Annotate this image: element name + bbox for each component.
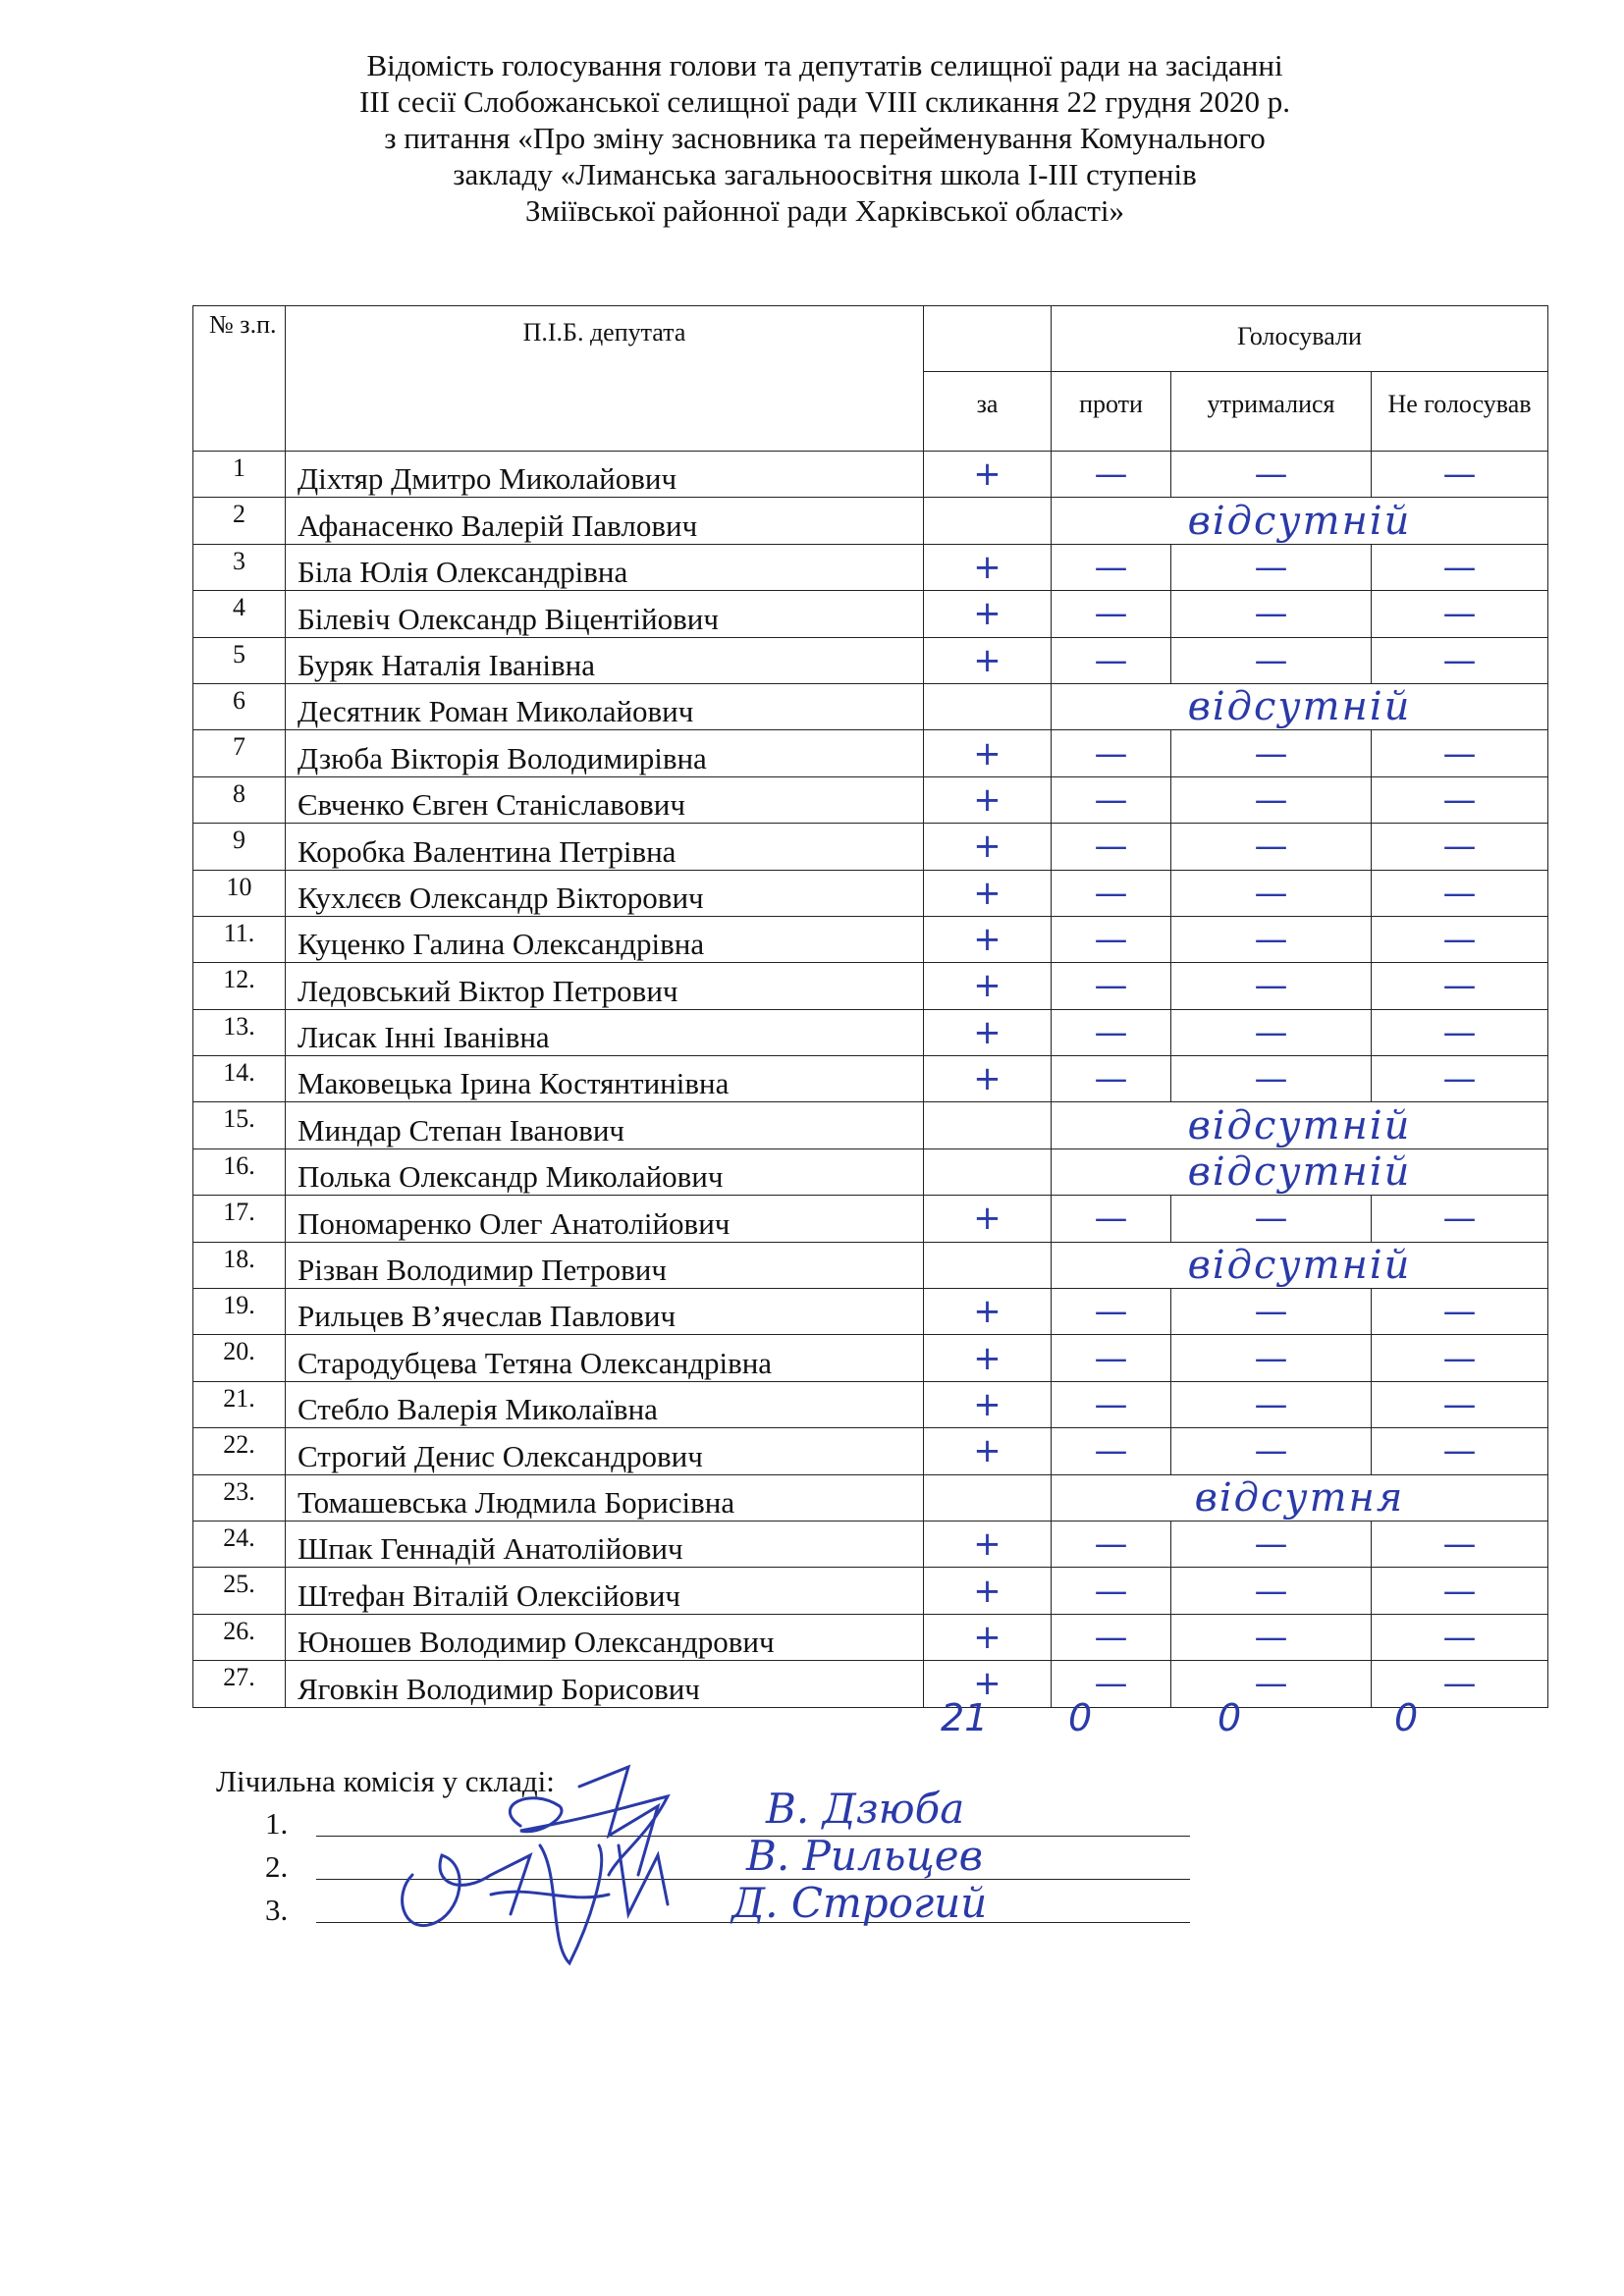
table-row <box>193 1148 1548 1195</box>
deputy-name: Шпак Геннадій Анатолійович <box>286 1521 924 1567</box>
vote-for: + <box>924 1661 1052 1707</box>
vote-abstained: — <box>1171 1056 1372 1102</box>
vote-abstained: — <box>1171 1009 1372 1055</box>
vote-against: — <box>1052 730 1171 776</box>
signature-line-2 <box>265 1849 288 1885</box>
header-voted: Голосували <box>1052 306 1548 372</box>
vote-abstained: — <box>1171 1289 1372 1335</box>
vote-for: + <box>924 452 1052 498</box>
row-number: 14. <box>193 1056 286 1102</box>
signature-number-2: 2. <box>265 1849 289 1884</box>
row-number: 9 <box>193 824 286 870</box>
vote-abstained: — <box>1171 1196 1372 1242</box>
deputy-name: Рильцев В’ячеслав Павлович <box>286 1289 924 1335</box>
absent-note: відсутній <box>1052 498 1548 544</box>
deputy-name: Миндар Степан Іванович <box>286 1102 924 1148</box>
vote-for: + <box>924 1614 1052 1660</box>
table-row <box>193 544 1548 590</box>
deputy-name: Томашевська Людмила Борисівна <box>286 1474 924 1521</box>
vote-for: + <box>924 963 1052 1009</box>
vote-not-voted: — <box>1372 591 1548 637</box>
vote-not-voted: — <box>1372 1614 1548 1660</box>
vote-for: + <box>924 1056 1052 1102</box>
signature-name-1: В. Дзюба <box>766 1785 965 1833</box>
row-number: 19. <box>193 1289 286 1335</box>
voting-table <box>192 305 1548 1708</box>
vote-against: — <box>1052 1289 1171 1335</box>
table-row <box>193 637 1548 683</box>
vote-against: — <box>1052 870 1171 916</box>
vote-not-voted: — <box>1372 1335 1548 1381</box>
vote-abstained: — <box>1171 916 1372 962</box>
table-row <box>193 870 1548 916</box>
table-row <box>193 916 1548 962</box>
vote-against: — <box>1052 1614 1171 1660</box>
vote-for: + <box>924 1428 1052 1474</box>
row-number: 15. <box>193 1102 286 1148</box>
vote-for: + <box>924 730 1052 776</box>
row-number: 26. <box>193 1614 286 1660</box>
table-row <box>193 1661 1548 1707</box>
vote-abstained: — <box>1171 1335 1372 1381</box>
deputy-name: Коробка Валентина Петрівна <box>286 824 924 870</box>
vote-not-voted: — <box>1372 1381 1548 1427</box>
vote-against: — <box>1052 1381 1171 1427</box>
table-row <box>193 498 1548 544</box>
vote-not-voted: — <box>1372 1568 1548 1614</box>
signature-name-2: В. Рильцев <box>746 1832 984 1880</box>
vote-not-voted: — <box>1372 870 1548 916</box>
vote-abstained: — <box>1171 776 1372 823</box>
title-line-5: Зміївської районної ради Харківської області» <box>524 193 1124 228</box>
vote-for <box>924 1148 1052 1195</box>
vote-for: + <box>924 916 1052 962</box>
deputy-name: Куценко Галина Олександрівна <box>286 916 924 962</box>
vote-against: — <box>1052 776 1171 823</box>
vote-against: — <box>1052 824 1171 870</box>
row-number: 13. <box>193 1009 286 1055</box>
row-number: 8 <box>193 776 286 823</box>
table-row <box>193 824 1548 870</box>
row-number: 4 <box>193 591 286 637</box>
deputy-name: Біла Юлія Олександрівна <box>286 544 924 590</box>
row-number: 25. <box>193 1568 286 1614</box>
vote-abstained: — <box>1171 591 1372 637</box>
vote-against: — <box>1052 544 1171 590</box>
deputy-name: Кухлєєв Олександр Вікторович <box>286 870 924 916</box>
row-number: 2 <box>193 498 286 544</box>
vote-rows <box>193 452 1548 1708</box>
vote-abstained: — <box>1171 452 1372 498</box>
header-abstained: утрималися <box>1171 372 1372 452</box>
vote-for: + <box>924 1521 1052 1567</box>
vote-against: — <box>1052 963 1171 1009</box>
signature-number-1: 1. <box>265 1806 289 1841</box>
table-row <box>193 1614 1548 1660</box>
table-row <box>193 730 1548 776</box>
row-number: 22. <box>193 1428 286 1474</box>
row-number: 11. <box>193 916 286 962</box>
document-title <box>147 47 1502 229</box>
vote-not-voted: — <box>1372 1661 1548 1707</box>
deputy-name: Пономаренко Олег Анатолійович <box>286 1196 924 1242</box>
vote-abstained: — <box>1171 1381 1372 1427</box>
vote-against: — <box>1052 916 1171 962</box>
table-row <box>193 1568 1548 1614</box>
absent-note: відсутній <box>1052 1148 1548 1195</box>
table-row <box>193 1428 1548 1474</box>
vote-for: + <box>924 544 1052 590</box>
header-name: П.І.Б. депутата <box>286 306 924 452</box>
table-row <box>193 1521 1548 1567</box>
absent-note: відсутня <box>1052 1474 1548 1521</box>
deputy-name: Штефан Віталій Олексійович <box>286 1568 924 1614</box>
signature-number-3: 3. <box>265 1893 289 1927</box>
vote-against: — <box>1052 1568 1171 1614</box>
vote-for <box>924 683 1052 729</box>
deputy-name: Строгий Денис Олександрович <box>286 1428 924 1474</box>
table-row <box>193 591 1548 637</box>
vote-for: + <box>924 591 1052 637</box>
vote-for <box>924 1102 1052 1148</box>
row-number: 18. <box>193 1242 286 1288</box>
vote-for <box>924 498 1052 544</box>
row-number: 21. <box>193 1381 286 1427</box>
row-number: 1 <box>193 452 286 498</box>
vote-against: — <box>1052 1056 1171 1102</box>
vote-against: — <box>1052 452 1171 498</box>
title-line-4: закладу «Лиманська загальноосвітня школа І-ІІІ ступенів <box>453 157 1197 191</box>
deputy-name: Полька Олександр Миколайович <box>286 1148 924 1195</box>
row-number: 5 <box>193 637 286 683</box>
table-row <box>193 683 1548 729</box>
vote-abstained: — <box>1171 1521 1372 1567</box>
total-abstained: 0 <box>1218 1696 1242 1739</box>
total-against: 0 <box>1068 1696 1093 1739</box>
deputy-name: Маковецька Ірина Костянтинівна <box>286 1056 924 1102</box>
deputy-name: Євченко Євген Станіславович <box>286 776 924 823</box>
vote-not-voted: — <box>1372 776 1548 823</box>
deputy-name: Діхтяр Дмитро Миколайович <box>286 452 924 498</box>
vote-abstained: — <box>1171 544 1372 590</box>
vote-not-voted: — <box>1372 1521 1548 1567</box>
header-against: проти <box>1052 372 1171 452</box>
header-for: за <box>924 372 1052 452</box>
deputy-name: Білевіч Олександр Віцентійович <box>286 591 924 637</box>
vote-for: + <box>924 870 1052 916</box>
vote-against: — <box>1052 1521 1171 1567</box>
vote-for: + <box>924 1289 1052 1335</box>
deputy-name: Юношев Володимир Олександрович <box>286 1614 924 1660</box>
table-row <box>193 776 1548 823</box>
row-number: 16. <box>193 1148 286 1195</box>
vote-not-voted: — <box>1372 1056 1548 1102</box>
vote-abstained: — <box>1171 824 1372 870</box>
row-number: 10 <box>193 870 286 916</box>
total-not-voted: 0 <box>1394 1696 1419 1739</box>
vote-against: — <box>1052 1428 1171 1474</box>
vote-for: + <box>924 1335 1052 1381</box>
vote-against: — <box>1052 637 1171 683</box>
title-line-2: ІІІ сесії Слобожанської селищної ради VІІІ скликання 22 грудня 2020 р. <box>359 84 1290 119</box>
vote-abstained: — <box>1171 1428 1372 1474</box>
vote-not-voted: — <box>1372 452 1548 498</box>
vote-not-voted: — <box>1372 824 1548 870</box>
handwritten-signatures <box>373 1747 785 1973</box>
table-row <box>193 1381 1548 1427</box>
vote-for: + <box>924 824 1052 870</box>
table-row <box>193 1242 1548 1288</box>
vote-for: + <box>924 637 1052 683</box>
deputy-name: Ледовський Віктор Петрович <box>286 963 924 1009</box>
vote-not-voted: — <box>1372 916 1548 962</box>
vote-not-voted: — <box>1372 637 1548 683</box>
row-number: 7 <box>193 730 286 776</box>
table-row <box>193 1474 1548 1521</box>
row-number: 24. <box>193 1521 286 1567</box>
vote-abstained: — <box>1171 1568 1372 1614</box>
deputy-name: Лисак Інні Іванівна <box>286 1009 924 1055</box>
row-number: 27. <box>193 1661 286 1707</box>
row-number: 20. <box>193 1335 286 1381</box>
table-row <box>193 1102 1548 1148</box>
header-not-voted: Не голосував <box>1372 372 1548 452</box>
vote-abstained: — <box>1171 637 1372 683</box>
table-row <box>193 1009 1548 1055</box>
deputy-name: Стебло Валерія Миколаївна <box>286 1381 924 1427</box>
vote-not-voted: — <box>1372 1196 1548 1242</box>
table-row <box>193 1056 1548 1102</box>
vote-against: — <box>1052 1196 1171 1242</box>
vote-against: — <box>1052 1661 1171 1707</box>
vote-abstained: — <box>1171 870 1372 916</box>
table-row <box>193 1289 1548 1335</box>
vote-for: + <box>924 1568 1052 1614</box>
vote-not-voted: — <box>1372 1289 1548 1335</box>
absent-note: відсутній <box>1052 683 1548 729</box>
row-number: 6 <box>193 683 286 729</box>
vote-for: + <box>924 1009 1052 1055</box>
title-line-1: Відомість голосування голови та депутатів селищної ради на засіданні <box>366 48 1283 82</box>
vote-not-voted: — <box>1372 544 1548 590</box>
row-number: 17. <box>193 1196 286 1242</box>
deputy-name: Різван Володимир Петрович <box>286 1242 924 1288</box>
header-blank <box>924 306 1052 372</box>
signature-name-3: Д. Строгий <box>731 1879 988 1927</box>
deputy-name: Стародубцева Тетяна Олександрівна <box>286 1335 924 1381</box>
deputy-name: Яговкін Володимир Борисович <box>286 1661 924 1707</box>
row-number: 12. <box>193 963 286 1009</box>
signature-line-3 <box>265 1893 288 1928</box>
vote-abstained: — <box>1171 1614 1372 1660</box>
header-number: № з.п. <box>193 306 286 452</box>
deputy-name: Афанасенко Валерій Павлович <box>286 498 924 544</box>
commission-label: Лічильна комісія у складі: <box>216 1764 555 1798</box>
vote-against: — <box>1052 591 1171 637</box>
vote-not-voted: — <box>1372 730 1548 776</box>
deputy-name: Буряк Наталія Іванівна <box>286 637 924 683</box>
total-for: 21 <box>941 1696 989 1739</box>
deputy-name: Десятник Роман Миколайович <box>286 683 924 729</box>
vote-against: — <box>1052 1335 1171 1381</box>
vote-for <box>924 1242 1052 1288</box>
vote-not-voted: — <box>1372 1009 1548 1055</box>
absent-note: відсутній <box>1052 1102 1548 1148</box>
title-line-3: з питання «Про зміну засновника та перейменування Комунального <box>384 121 1266 155</box>
table-row <box>193 1335 1548 1381</box>
deputy-name: Дзюба Вікторія Володимирівна <box>286 730 924 776</box>
row-number: 23. <box>193 1474 286 1521</box>
table-row <box>193 1196 1548 1242</box>
vote-not-voted: — <box>1372 963 1548 1009</box>
vote-for: + <box>924 776 1052 823</box>
vote-for <box>924 1474 1052 1521</box>
vote-not-voted: — <box>1372 1428 1548 1474</box>
absent-note: відсутній <box>1052 1242 1548 1288</box>
vote-abstained: — <box>1171 963 1372 1009</box>
table-row <box>193 452 1548 498</box>
vote-for: + <box>924 1196 1052 1242</box>
vote-for: + <box>924 1381 1052 1427</box>
row-number: 3 <box>193 544 286 590</box>
vote-against: — <box>1052 1009 1171 1055</box>
signature-line-1 <box>265 1806 288 1842</box>
vote-abstained: — <box>1171 1661 1372 1707</box>
table-row <box>193 963 1548 1009</box>
vote-abstained: — <box>1171 730 1372 776</box>
